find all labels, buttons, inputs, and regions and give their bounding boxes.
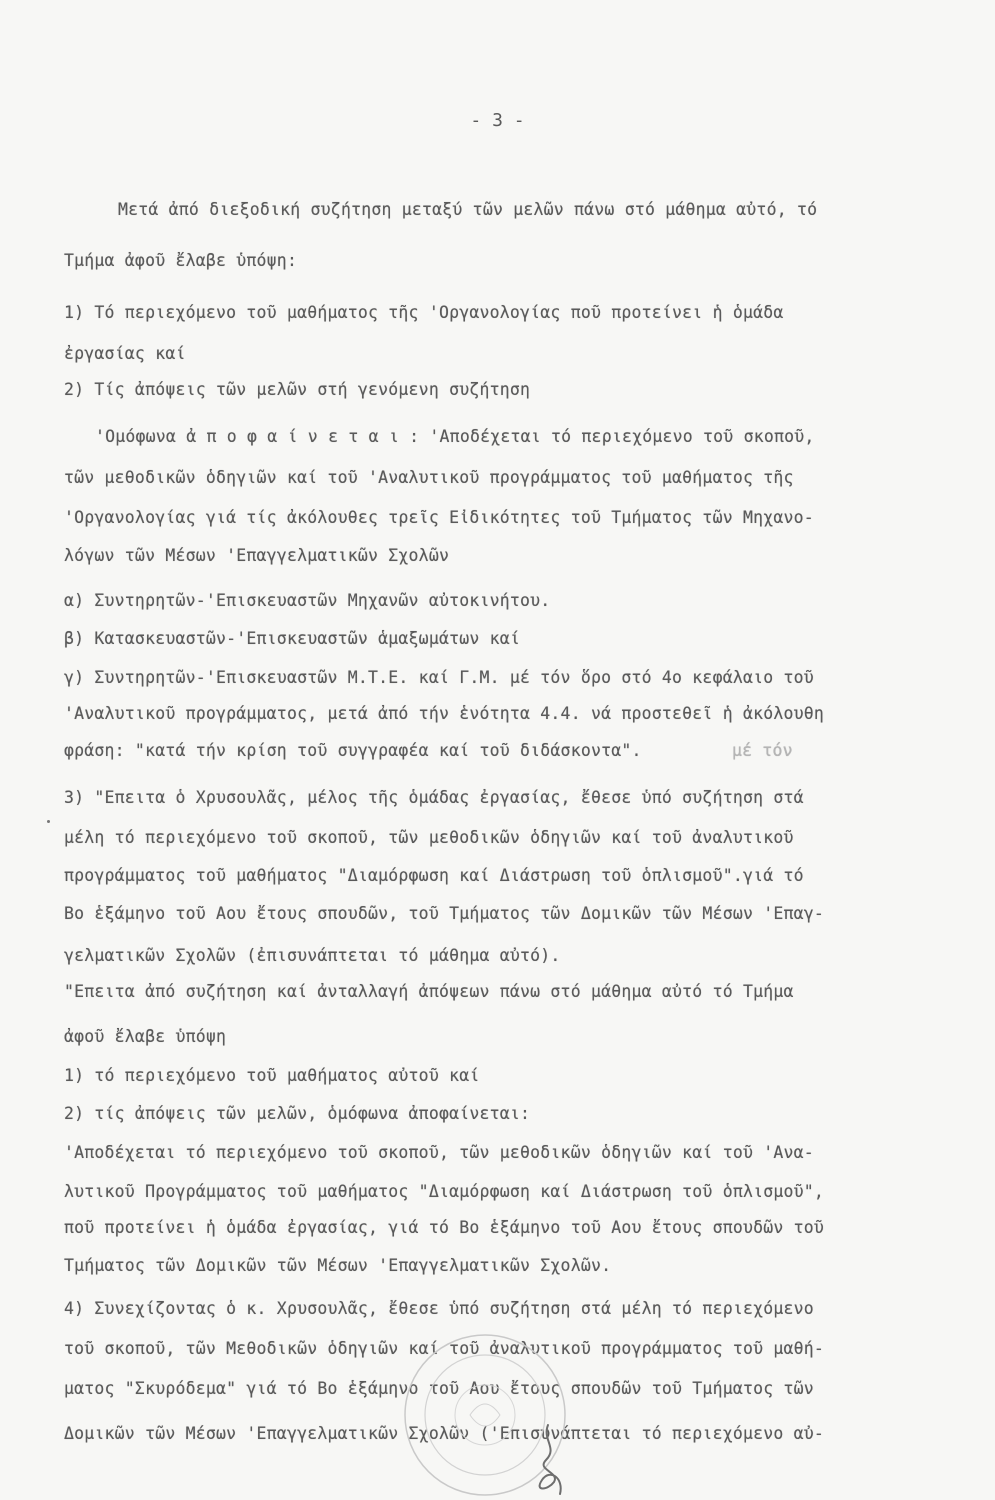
text-line: ἐργασίας καί: [64, 344, 186, 363]
text-line: 'Αποδέχεται τό περιεχόμενο τοῦ σκοποῦ, τῶν μεθοδικῶν ὁδηγιῶν καί τοῦ 'Ανα-: [64, 1143, 814, 1162]
text-line: 3) "Επειτα ὁ Χρυσουλᾶς, μέλος τῆς ὁμάδας ἐργασίας, ἔθεσε ὑπό συζήτηση στά: [64, 788, 804, 807]
text-line: 'Ομόφωνα ἀ π ο φ α ί ν ε τ α ι : 'Αποδέχεται τό περιεχόμενο τοῦ σκοποῦ,: [95, 427, 815, 446]
margin-mark: [47, 820, 50, 823]
text-line: Βο ἑξάμηνο τοῦ Αου ἔτους σπουδῶν, τοῦ Τμήματος τῶν Δομικῶν τῶν Μέσων 'Επαγ-: [64, 904, 825, 923]
text-line: λυτικοῦ Προγράμματος τοῦ μαθήματος "Διαμόρφωση καί Διάστρωση τοῦ ὁπλισμοῦ",: [64, 1182, 825, 1201]
text-line: Μετά ἀπό διεξοδική συζήτηση μεταξύ τῶν μελῶν πάνω στό μάθημα αὐτό, τό: [118, 200, 818, 219]
page-number: - 3 -: [470, 110, 525, 131]
text-line: ματος "Σκυρόδεμα" γιά τό Βο ἑξάμηνο τοῦ Αου ἔτους σπουδῶν τοῦ Τμήματος τῶν: [64, 1379, 814, 1398]
text-line: Δομικῶν τῶν Μέσων 'Επαγγελματικῶν Σχολῶν ('Επισυνάπτεται τό περιεχόμενο αὐ-: [64, 1424, 825, 1443]
text-line: μέλη τό περιεχόμενο τοῦ σκοποῦ, τῶν μεθοδικῶν ὁδηγιῶν καί τοῦ ἀναλυτικοῦ: [64, 828, 794, 847]
text-line: 2) τίς ἀπόψεις τῶν μελῶν, ὁμόφωνα ἀποφαίνεται:: [64, 1104, 531, 1123]
text-line: α) Συντηρητῶν-'Επισκευαστῶν Μηχανῶν αὐτοκινήτου.: [64, 591, 551, 610]
text-line: τῶν μεθοδικῶν ὁδηγιῶν καί τοῦ 'Αναλυτικοῦ προγράμματος τοῦ μαθήματος τῆς: [64, 468, 794, 487]
text-line: Τμήματος τῶν Δομικῶν τῶν Μέσων 'Επαγγελματικῶν Σχολῶν.: [64, 1256, 612, 1275]
text-line: 1) Τό περιεχόμενο τοῦ μαθήματος τῆς 'Οργανολογίας ποῦ προτείνει ἡ ὁμάδα: [64, 303, 784, 322]
text-line: 1) τό περιεχόμενο τοῦ μαθήματος αὐτοῦ καί: [64, 1066, 480, 1085]
text-line: γελματικῶν Σχολῶν (ἐπισυνάπτεται τό μάθημα αὐτό).: [64, 946, 561, 965]
text-line: "Επειτα ἀπό συζήτηση καί ἀνταλλαγή ἀπόψεων πάνω στό μάθημα αὐτό τό Τμήμα: [64, 982, 794, 1001]
text-line: φράση: "κατά τήν κρίση τοῦ συγγραφέα καί τοῦ διδάσκοντα".: [64, 741, 642, 760]
text-line: 'Οργανολογίας γιά τίς ἀκόλουθες τρεῖς Εἰδικότητες τοῦ Τμήματος τῶν Μηχανο-: [64, 508, 814, 527]
handwritten-signature: [520, 1420, 580, 1500]
text-line: ποῦ προτείνει ἡ ὁμάδα ἐργασίας, γιά τό Βο ἑξάμηνο τοῦ Αου ἔτους σπουδῶν τοῦ: [64, 1218, 825, 1237]
text-line: λόγων τῶν Μέσων 'Επαγγελματικῶν Σχολῶν: [64, 546, 450, 565]
text-line: 'Αναλυτικοῦ προγράμματος, μετά ἀπό τήν ἑνότητα 4.4. νά προστεθεῖ ἡ ἀκόλουθη: [64, 704, 825, 723]
text-line: 2) Τίς ἀπόψεις τῶν μελῶν στή γενόμενη συζήτηση: [64, 380, 531, 399]
text-line: Τμήμα ἀφοῦ ἔλαβε ὑπόψη:: [64, 251, 298, 270]
text-line: τοῦ σκοποῦ, τῶν Μεθοδικῶν ὁδηγιῶν καί τοῦ ἀναλυτικοῦ προγράμματος τοῦ μαθή-: [64, 1339, 825, 1358]
text-line: γ) Συντηρητῶν-'Επισκευαστῶν Μ.Τ.Ε. καί Γ.Μ. μέ τόν ὅρο στό 4ο κεφάλαιο τοῦ: [64, 668, 814, 687]
text-line: β) Κατασκευαστῶν-'Επισκευαστῶν ἁμαξωμάτων καί: [64, 629, 521, 648]
faint-offset-text: μέ τόν: [732, 741, 793, 760]
text-line: προγράμματος τοῦ μαθήματος "Διαμόρφωση καί Διάστρωση τοῦ ὁπλισμοῦ".γιά τό: [64, 866, 804, 885]
text-line: 4) Συνεχίζοντας ὁ κ. Χρυσουλᾶς, ἔθεσε ὑπό συζήτηση στά μέλη τό περιεχόμενο: [64, 1299, 814, 1318]
text-line: ἀφοῦ ἔλαβε ὑπόψη: [64, 1027, 227, 1046]
